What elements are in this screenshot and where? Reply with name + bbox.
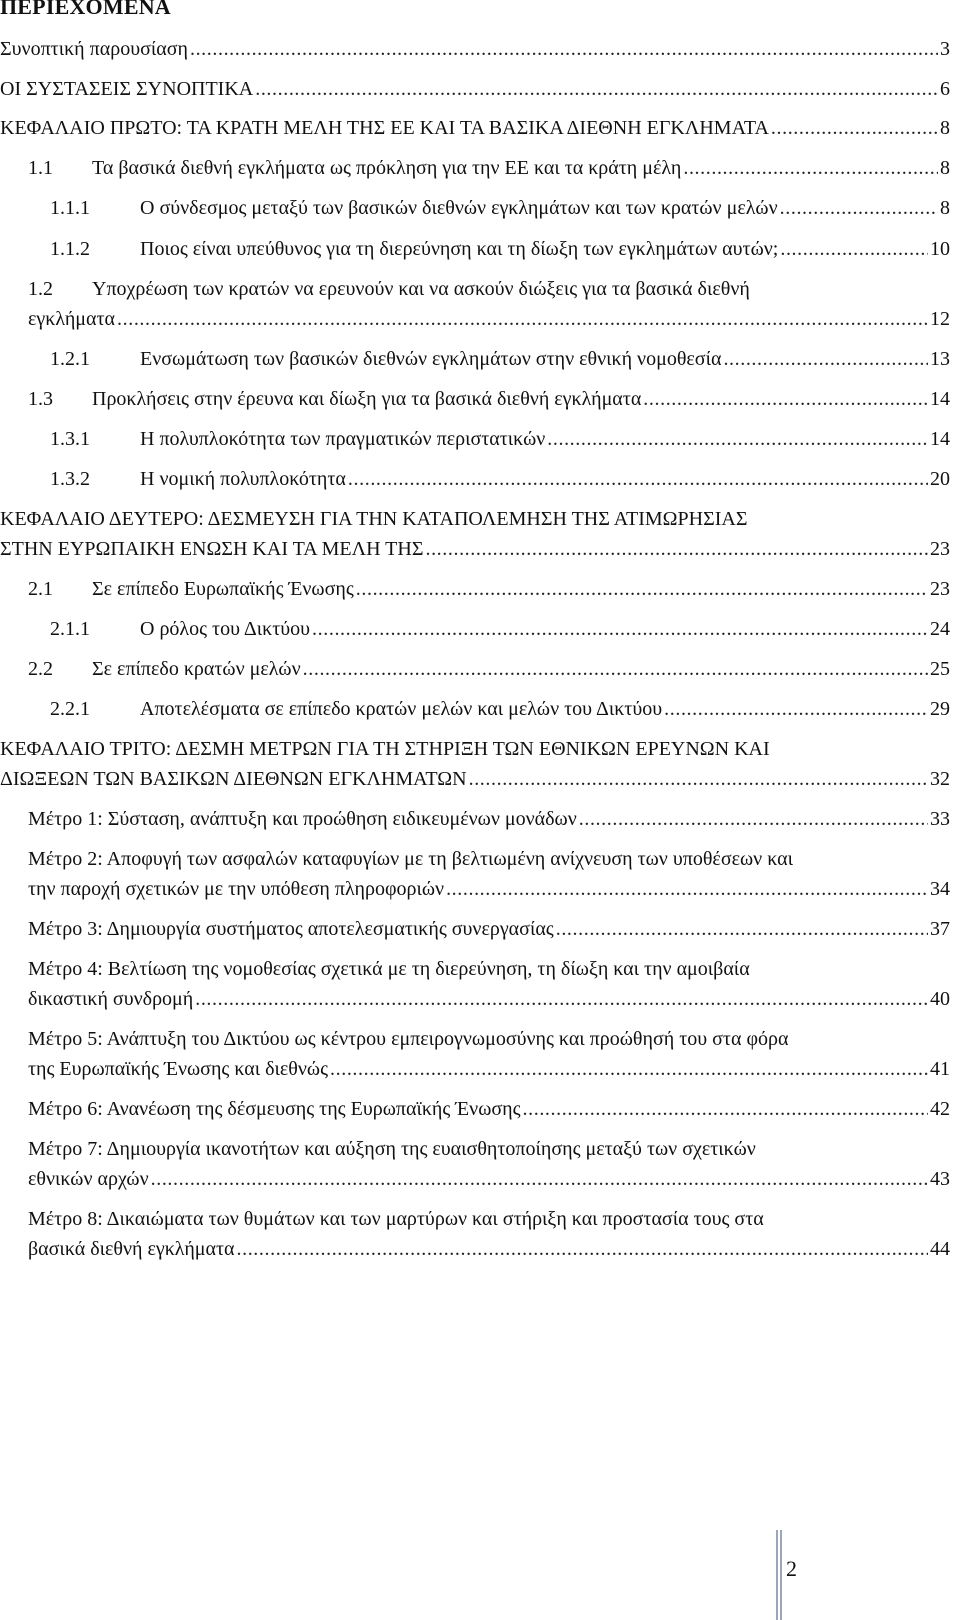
toc-entry-text: της Ευρωπαϊκής Ένωσης και διεθνώς: [28, 1058, 329, 1080]
page-title: ΠΕΡΙΕΧΟΜΕΝΑ: [0, 0, 171, 19]
toc-entry[interactable]: [0, 694, 960, 724]
toc-entry[interactable]: [0, 654, 960, 684]
toc-entry[interactable]: [0, 274, 960, 334]
dot-leader: [237, 1234, 929, 1264]
toc-entry[interactable]: [0, 193, 960, 223]
toc-entry[interactable]: [0, 384, 960, 414]
toc-entry-text: Σε επίπεδο κρατών μελών: [92, 658, 301, 680]
toc-entry[interactable]: [0, 734, 960, 794]
toc-entry-text: Συνοπτική παρουσίαση: [0, 38, 188, 60]
toc-entry-page: 14: [930, 428, 950, 450]
toc-entry-text: Μέτρο 8: Δικαιώματα των θυμάτων και των μαρτύρων και στήριξη και προστασία τους στα: [28, 1208, 764, 1230]
toc-entry-text: Μέτρο 7: Δημιουργία ικανοτήτων και αύξηση της ευαισθητοποίησης μεταξύ των σχετικών: [28, 1138, 756, 1160]
toc-entry-page: 33: [930, 808, 950, 830]
toc-entry[interactable]: [0, 74, 960, 104]
toc-entry-page: 8: [940, 117, 950, 139]
dot-leader: [643, 384, 928, 414]
toc-entry-number: 2.1: [28, 578, 53, 600]
toc-entry-text: την παροχή σχετικών με την υπόθεση πληροφοριών: [28, 878, 445, 900]
toc-entry[interactable]: [0, 954, 960, 1014]
toc-entry-text: εθνικών αρχών: [28, 1168, 149, 1190]
dot-leader: [425, 534, 928, 564]
toc-entry-text: εγκλήματα: [28, 308, 116, 330]
toc-entry-text: Τα βασικά διεθνή εγκλήματα ως πρόκληση για την ΕΕ και τα κράτη μέλη: [92, 157, 682, 179]
toc-entry-number: 1.3.2: [50, 468, 90, 490]
dot-leader: [356, 574, 928, 604]
toc-entry-number: 2.1.1: [50, 618, 90, 640]
toc-entry-page: 8: [940, 157, 950, 179]
dot-leader: [664, 694, 928, 724]
toc-entry-page: 12: [930, 308, 950, 330]
toc-entry[interactable]: [0, 1024, 960, 1084]
toc-entry-page: 14: [930, 388, 950, 410]
toc-entry-text: Υποχρέωση των κρατών να ερευνούν και να ασκούν διώξεις για τα βασικά διεθνή: [92, 278, 750, 300]
toc-entry-page: 20: [930, 468, 950, 490]
toc-entry[interactable]: [0, 914, 960, 944]
toc-entry-text: Μέτρο 2: Αποφυγή των ασφαλών καταφυγίων με τη βελτιωμένη ανίχνευση των υποθέσεων και: [28, 848, 793, 870]
toc-entry-number: 1.3.1: [50, 428, 90, 450]
toc-entry-page: 23: [930, 578, 950, 600]
dot-leader: [771, 113, 938, 143]
dot-leader: [117, 304, 928, 334]
toc-entry-text: ΣΤΗΝ ΕΥΡΩΠΑΙΚΗ ΕΝΩΣΗ ΚΑΙ ΤΑ ΜΕΛΗ ΤΗΣ: [0, 538, 424, 560]
toc-entry[interactable]: [0, 614, 960, 644]
toc-entry-text: Σε επίπεδο Ευρωπαϊκής Ένωσης: [92, 578, 354, 600]
toc-entry-text: βασικά διεθνή εγκλήματα: [28, 1238, 235, 1260]
toc-entry-page: 3: [940, 38, 950, 60]
toc-entry-number: 1.2.1: [50, 348, 90, 370]
dot-leader: [556, 914, 928, 944]
toc-entry-page: 34: [930, 878, 950, 900]
toc-entry-text: Προκλήσεις στην έρευνα και δίωξη για τα βασικά διεθνή εγκλήματα: [92, 388, 642, 410]
toc-entry-text: ΚΕΦΑΛΑΙΟ ΔΕΥΤΕΡΟ: ΔΕΣΜΕΥΣΗ ΓΙΑ ΤΗΝ ΚΑΤΑΠΟΛΕΜΗΣΗ ΤΗΣ ΑΤΙΜΩΡΗΣΙΑΣ: [0, 508, 748, 530]
toc-entry-page: 32: [930, 768, 950, 790]
toc-entry-page: 24: [930, 618, 950, 640]
footer-decoration: [776, 1530, 784, 1620]
toc-entry[interactable]: [0, 424, 960, 454]
dot-leader: [523, 1094, 928, 1124]
toc-entry-text: Μέτρο 3: Δημιουργία συστήματος αποτελεσματικής συνεργασίας: [28, 918, 554, 940]
toc-entry-page: 44: [930, 1238, 950, 1260]
dot-leader: [683, 153, 938, 183]
dot-leader: [151, 1164, 928, 1194]
toc-entry-number: 1.1: [28, 157, 53, 179]
toc-entry-text: ΚΕΦΑΛΑΙΟ ΠΡΩΤΟ: ΤΑ ΚΡΑΤΗ ΜΕΛΗ ΤΗΣ ΕΕ ΚΑΙ ΤΑ ΒΑΣΙΚΑ ΔΙΕΘΝΗ ΕΓΚΛΗΜΑΤΑ: [0, 117, 769, 139]
toc-entry-text: Ο σύνδεσμος μεταξύ των βασικών διεθνών εγκλημάτων και των κρατών μελών: [140, 197, 778, 219]
dot-leader: [780, 234, 928, 264]
toc-entry[interactable]: [0, 574, 960, 604]
toc-entry-text: Ο ρόλος του Δικτύου: [140, 618, 311, 640]
toc-entry-page: 8: [940, 197, 950, 219]
toc-entry-page: 6: [940, 78, 950, 100]
toc-entry-page: 23: [930, 538, 950, 560]
dot-leader: [348, 464, 928, 494]
toc-entry-number: 1.1.2: [50, 238, 90, 260]
toc-entry-page: 40: [930, 988, 950, 1010]
toc-entry-text: ΟΙ ΣΥΣΤΑΣΕΙΣ ΣΥΝΟΠΤΙΚΑ: [0, 78, 254, 100]
toc-entry[interactable]: [0, 464, 960, 494]
toc-entry-text: Ενσωμάτωση των βασικών διεθνών εγκλημάτων στην εθνική νομοθεσία: [140, 348, 722, 370]
toc-entry-text: Η νομική πολυπλοκότητα: [140, 468, 346, 490]
toc-entry[interactable]: [0, 34, 960, 64]
toc-entry-page: 10: [930, 238, 950, 260]
toc-entry[interactable]: [0, 1134, 960, 1194]
toc-entry-page: 42: [930, 1098, 950, 1120]
toc-entry-page: 41: [930, 1058, 950, 1080]
dot-leader: [312, 614, 928, 644]
toc-entry-page: 29: [930, 698, 950, 720]
dot-leader: [255, 74, 938, 104]
toc-entry-number: 1.2: [28, 278, 53, 300]
toc-entry-number: 1.3: [28, 388, 53, 410]
dot-leader: [723, 344, 928, 374]
toc-entry[interactable]: [0, 153, 960, 183]
toc-entry[interactable]: [0, 234, 960, 264]
toc-entry-page: 13: [930, 348, 950, 370]
dot-leader: [446, 874, 928, 904]
dot-leader: [303, 654, 928, 684]
toc-entry-page: 43: [930, 1168, 950, 1190]
toc-entry-text: Η πολυπλοκότητα των πραγματικών περιστατικών: [140, 428, 546, 450]
toc-entry-number: 2.2.1: [50, 698, 90, 720]
toc-entry[interactable]: [0, 113, 960, 143]
toc-entry-text: ΚΕΦΑΛΑΙΟ ΤΡΙΤΟ: ΔΕΣΜΗ ΜΕΤΡΩΝ ΓΙΑ ΤΗ ΣΤΗΡΙΞΗ ΤΩΝ ΕΘΝΙΚΩΝ ΕΡΕΥΝΩΝ ΚΑΙ: [0, 738, 770, 760]
dot-leader: [547, 424, 928, 454]
toc-entry-text: Ποιος είναι υπεύθυνος για τη διερεύνηση και τη δίωξη των εγκλημάτων αυτών;: [140, 238, 779, 260]
dot-leader: [780, 193, 938, 223]
toc-entry-number: 1.1.1: [50, 197, 90, 219]
dot-leader: [579, 804, 928, 834]
page-number: 2: [786, 1556, 797, 1581]
dot-leader: [469, 764, 928, 794]
toc-entry-text: δικαστική συνδρομή: [28, 988, 194, 1010]
toc-entry[interactable]: [0, 804, 960, 834]
toc-entry-number: 2.2: [28, 658, 53, 680]
toc-entry-text: Μέτρο 5: Ανάπτυξη του Δικτύου ως κέντρου εμπειρογνωμοσύνης και προώθησή του στα φόρα: [28, 1028, 789, 1050]
toc-entry[interactable]: [0, 844, 960, 904]
toc-entry-text: Μέτρο 1: Σύσταση, ανάπτυξη και προώθηση ειδικευμένων μονάδων: [28, 808, 577, 830]
toc-entry[interactable]: [0, 344, 960, 374]
toc-entry-text: Αποτελέσματα σε επίπεδο κρατών μελών και μελών του Δικτύου: [140, 698, 663, 720]
dot-leader: [190, 34, 938, 64]
dot-leader: [195, 984, 928, 1014]
toc-entry-text: Μέτρο 4: Βελτίωση της νομοθεσίας σχετικά με τη διερεύνηση, τη δίωξη και την αμοιβαία: [28, 958, 750, 980]
toc-entry-text: ΔΙΩΞΕΩΝ ΤΩΝ ΒΑΣΙΚΩΝ ΔΙΕΘΝΩΝ ΕΓΚΛΗΜΑΤΩΝ: [0, 768, 467, 790]
dot-leader: [330, 1054, 928, 1084]
toc-entry-text: Μέτρο 6: Ανανέωση της δέσμευσης της Ευρωπαϊκής Ένωσης: [28, 1098, 521, 1120]
toc-entry[interactable]: [0, 1094, 960, 1124]
toc-entry-page: 37: [930, 918, 950, 940]
toc-entry[interactable]: [0, 1204, 960, 1264]
toc-entry-page: 25: [930, 658, 950, 680]
toc-entry[interactable]: [0, 504, 960, 564]
